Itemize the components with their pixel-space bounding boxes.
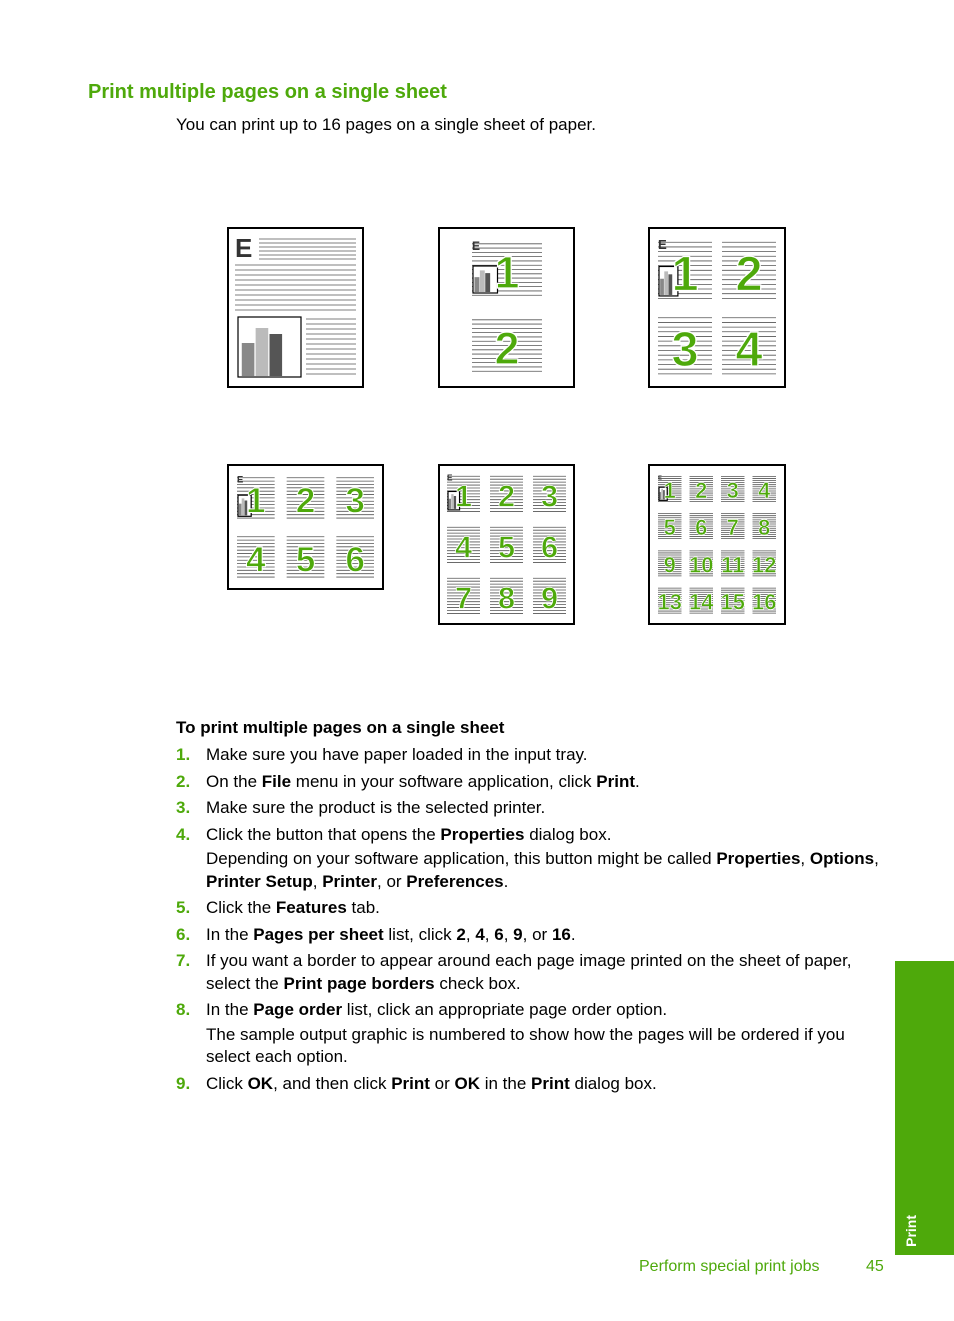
page-number-3: 3 [726, 477, 739, 503]
tab-name: Features [275, 898, 347, 917]
page-number-5: 5 [295, 540, 316, 580]
sheet-2-up-graphic [440, 229, 573, 386]
page-number-3: 3 [671, 323, 699, 378]
step-text: dialog box. [569, 1073, 657, 1093]
step-number: 6. [176, 924, 191, 944]
step-text: Click [206, 1073, 248, 1093]
chart-bar [449, 499, 451, 509]
page-number-11: 11 [721, 552, 745, 578]
step-text: , [484, 924, 495, 944]
step-text: list, click an appropriate page order option. [342, 1000, 668, 1019]
step-text: Make sure the product is the selected printer. [206, 798, 546, 817]
chart-bar [480, 270, 485, 292]
chart-bar [270, 334, 283, 376]
sheet-1-up-graphic [229, 229, 362, 386]
list-name: Pages per sheet [253, 924, 384, 944]
note-text: , [312, 871, 323, 891]
step-text: in the [479, 1073, 532, 1093]
page-number-6: 6 [540, 529, 559, 565]
section-heading: Print multiple pages on a single sheet [88, 81, 447, 103]
step-4 [176, 824, 891, 894]
sheet-2-up [438, 227, 575, 388]
command-name: Print [596, 771, 635, 791]
step-9 [176, 1073, 891, 1096]
letter-e-icon: E [658, 236, 667, 252]
note-text: , [800, 849, 810, 868]
step-number: 5. [176, 898, 191, 917]
step-text: In the [206, 924, 254, 944]
page-number-6: 6 [695, 515, 708, 541]
option-value: 9 [513, 924, 523, 944]
step-text: , and then click [273, 1073, 392, 1093]
step-text: Make sure you have paper loaded in the input tray. [206, 745, 588, 764]
menu-name: File [261, 771, 292, 791]
button-name: Properties [716, 849, 801, 868]
step-text: menu in your software application, click [291, 771, 597, 791]
chapter-tab [895, 961, 954, 1255]
step-note [206, 848, 891, 893]
page-number-2: 2 [735, 247, 763, 302]
chart-bar [256, 328, 269, 376]
step-text: , or [522, 924, 552, 944]
step-text: tab. [346, 898, 380, 917]
step-7 [176, 950, 891, 995]
option-value: 2 [456, 924, 466, 944]
step-text: . [570, 924, 576, 944]
list-name: Page order [253, 1000, 343, 1019]
step-note: The sample output graphic is numbered to show how the pages will be ordered if you select each option. [206, 1024, 845, 1066]
page-number-7: 7 [726, 515, 739, 541]
page-number-4: 4 [454, 529, 473, 565]
note-text: Depending on your software application, this button might be called [206, 849, 717, 868]
step-number: 9. [176, 1073, 191, 1093]
step-text: , [503, 924, 514, 944]
page-number-10: 10 [689, 552, 714, 578]
checkbox-name: Print page borders [283, 973, 435, 993]
page-number-2: 2 [295, 481, 316, 521]
page-number-1: 1 [663, 477, 676, 503]
step-3 [176, 797, 891, 820]
page-number-14: 14 [689, 589, 714, 615]
chart-bar [485, 273, 490, 292]
page-number-1: 1 [494, 247, 520, 299]
button-name: Options [809, 849, 875, 868]
step-6 [176, 924, 891, 947]
step-text: dialog box. [524, 824, 612, 844]
page-number-6: 6 [345, 540, 365, 580]
button-name: Printer Setup [206, 871, 313, 891]
step-number: 4. [176, 824, 191, 844]
step-text: . [635, 771, 640, 791]
page-number-3: 3 [540, 478, 559, 514]
letter-e-icon: E [235, 233, 253, 263]
page-number-1: 1 [671, 247, 699, 302]
page-number-15: 15 [720, 589, 745, 615]
page-number-7: 7 [454, 580, 473, 616]
page-number-16: 16 [752, 589, 777, 615]
chart-bar [664, 271, 668, 295]
step-text: or [429, 1073, 455, 1093]
procedure-title: To print multiple pages on a single sheet [176, 718, 505, 737]
step-text: Click the [206, 898, 276, 917]
letter-e-icon: E [447, 473, 453, 483]
note-text: , or [377, 871, 407, 891]
chapter-tab-label: Print [903, 1215, 919, 1247]
step-text: Click the button that opens the [206, 824, 441, 844]
step-number: 2. [176, 771, 191, 791]
chart-bar [239, 504, 242, 516]
note-text: , [874, 849, 879, 868]
page-number-2: 2 [497, 478, 516, 514]
step-8 [176, 999, 891, 1069]
page-number-9: 9 [540, 580, 559, 616]
step-text: In the [206, 1000, 254, 1019]
step-text: check box. [434, 973, 521, 993]
page-number-12: 12 [752, 552, 777, 578]
step-5 [176, 897, 891, 920]
letter-e-icon: E [658, 475, 662, 482]
page-number-8: 8 [758, 515, 771, 541]
step-text: On the [206, 771, 262, 791]
step-text: If you want a border to appear around each page image printed on the sheet of paper, select the [206, 951, 852, 993]
page-number-3: 3 [345, 481, 365, 521]
step-number: 8. [176, 1000, 191, 1019]
page-number-4: 4 [758, 477, 771, 503]
sheet-1-up [227, 227, 364, 388]
step-number: 1. [176, 745, 191, 764]
step-text: , [465, 924, 476, 944]
button-name: OK [247, 1073, 274, 1093]
sheet-4-up-graphic [650, 229, 784, 386]
note-text: . [503, 871, 509, 891]
option-value: 16 [551, 924, 571, 944]
page-number-9: 9 [663, 552, 676, 578]
button-name: Printer [322, 871, 377, 891]
sheet-6-up-graphic [229, 466, 382, 588]
chart-bar [474, 277, 479, 292]
sheet-16-up [648, 464, 786, 625]
sheet-9-up [438, 464, 575, 625]
page-number-1: 1 [246, 481, 266, 521]
option-value: 6 [494, 924, 504, 944]
step-2 [176, 771, 891, 794]
dialog-name: Print [531, 1073, 570, 1093]
page-number-4: 4 [735, 323, 763, 378]
chart-bar [659, 492, 661, 499]
page-number-8: 8 [497, 580, 516, 616]
step-text: list, click [383, 924, 457, 944]
page-number-2: 2 [494, 323, 520, 375]
letter-e-icon: E [237, 473, 244, 485]
option-value: 4 [475, 924, 485, 944]
dialog-name: Properties [440, 824, 525, 844]
step-number: 3. [176, 798, 191, 817]
sheet-16-up-graphic [650, 466, 784, 623]
sheet-6-up [227, 464, 384, 590]
page-number-2: 2 [695, 477, 708, 503]
chart-bar [242, 498, 245, 515]
step-1 [176, 744, 891, 767]
step-number: 7. [176, 951, 191, 970]
page-number-5: 5 [663, 515, 676, 541]
sheet-4-up [648, 227, 786, 388]
page-number-5: 5 [497, 529, 516, 565]
footer-section: Perform special print jobs [639, 1258, 820, 1275]
page-number: 45 [866, 1258, 884, 1275]
button-name: Print [391, 1073, 430, 1093]
button-name: Preferences [406, 871, 504, 891]
procedure-steps [176, 744, 891, 1099]
letter-e-icon: E [472, 238, 481, 253]
page-number-13: 13 [657, 589, 682, 615]
chart-bar [242, 343, 255, 376]
button-name: OK [454, 1073, 480, 1093]
page-number-1: 1 [454, 478, 473, 514]
chart-bar [451, 494, 453, 509]
sheet-9-up-graphic [440, 466, 573, 623]
page-number-4: 4 [246, 540, 266, 580]
chart-bar [660, 279, 664, 295]
intro-text: You can print up to 16 pages on a single sheet of paper. [176, 115, 596, 134]
